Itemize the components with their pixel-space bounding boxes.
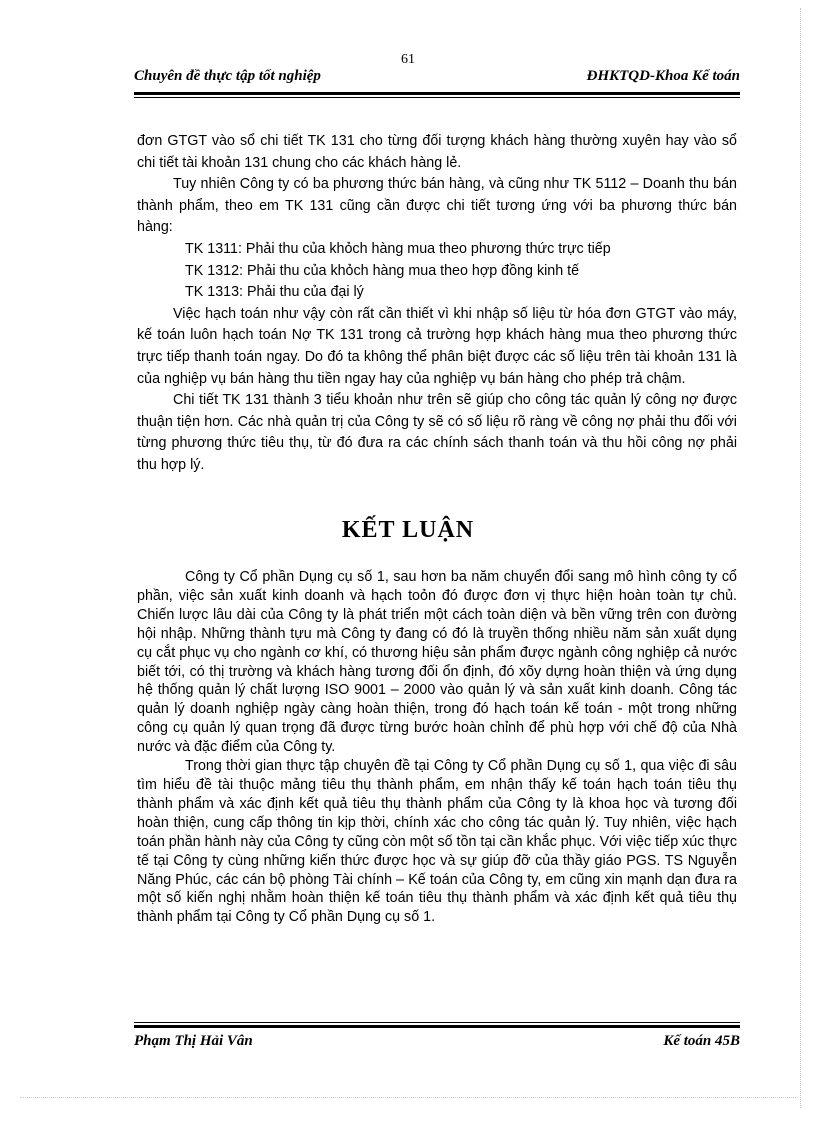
paragraph: đơn GTGT vào sổ chi tiết TK 131 cho từng đối tượng khách hàng thường xuyên hay vào sổ chi tiết tài khoản 131 chung cho các khách hàng lẻ. — [137, 133, 737, 171]
header-title: Chuyên đề thực tập tốt nghiệp — [134, 68, 321, 84]
header-rule-thin — [134, 97, 740, 98]
paragraph: Chi tiết TK 131 thành 3 tiểu khoản như trên sẽ giúp cho công tác quản lý công nợ được thuận tiện hơn. Các nhà quản trị của Công ty sẽ có số liệu rõ ràng về công nợ phải thu đối với từng phương thức tiêu thụ, từ đó đưa ra các chính sách thanh toán và thu hồi công nợ phải thu hợp lý. — [137, 392, 737, 473]
body-text-top — [137, 131, 737, 477]
footer-rule-thin — [134, 1022, 740, 1023]
paragraph: Công ty Cổ phần Dụng cụ số 1, sau hơn ba năm chuyển đổi sang mô hình công ty cổ phần, việc sản xuất kinh doanh và hạch toỏn đó được đơn vị thực hiện hoàn toàn tự chủ. Chiến lược lâu dài của Công ty là phát triển một cách toàn diện và bền vững trên con đường hội nhập. Những thành tựu mà Công ty đang có đó là truyền thống nhiều năm sản xuất dụng cụ cắt phục vụ cho ngành cơ khí, có thương hiệu sản phẩm được ngành công nghiệp cả nước biết tới, có thị trường và khách hàng tương đối ổn định, đó xõy dựng hoàn thiện và ứng dụng hệ thống quản lý chất lượng ISO 9001 – 2000 vào quản lý và sản xuất kinh doanh. Công tác quản lý doanh nghiệp ngày càng hoàn thiện, trong đó hạch toán kế toán - một trong những công cụ quản lý quan trọng đã được từng bước hoàn chỉnh để phù hợp với chế độ của Nhà nước và đặc điểm của Công ty. — [137, 569, 737, 756]
page-footer — [134, 1033, 740, 1055]
paragraph: Trong thời gian thực tập chuyên đề tại Công ty Cổ phần Dụng cụ số 1, qua việc đi sâu tìm hiểu đề tài thuộc mảng tiêu thụ thành phẩm, em nhận thấy kế toán hạch toán tiêu thụ thành phẩm và xác định kết quả tiêu thụ thành phẩm của Công ty là khoa học và tương đối hoàn thiện, cung cấp thông tin kịp thời, chính xác cho công tác quản lý. Tuy nhiên, việc hạch toán phần hành này của Công ty cũng còn một số tồn tại cần khắc phục. Với việc tiếp xúc thực tế tại Công ty cùng những kiến thức được học và sự giúp đỡ của thầy giáo PGS. TS Nguyễn Năng Phúc, các cán bộ phòng Tài chính – Kế toán của Công ty, em cũng xin mạnh dạn đưa ra một số kiến nghị nhằm hoàn thiện kế toán tiêu thụ thành phẩm và xác định kết quả tiêu thụ thành phẩm tại Công ty Cổ phần Dụng cụ số 1. — [137, 758, 737, 926]
account-item-1313: TK 1313: Phải thu của đại lý — [185, 284, 364, 301]
author-name: Phạm Thị Hải Vân — [134, 1033, 253, 1049]
conclusion-heading: KẾT LUẬN — [341, 517, 475, 543]
page-header — [134, 68, 740, 90]
page-border-bottom — [20, 1097, 796, 1098]
page-number: 61 — [401, 52, 415, 67]
header-department: ĐHKTQD-Khoa Kế toán — [586, 68, 740, 84]
paragraph: Tuy nhiên Công ty có ba phương thức bán hàng, và cũng như TK 5112 – Doanh thu bán thành phẩm, theo em TK 131 cũng cần được chi tiết tương ứng với ba phương thức bán hàng: — [137, 176, 737, 236]
conclusion-body — [137, 568, 737, 927]
page-border-right — [800, 8, 801, 1108]
paragraph: Việc hạch toán như vậy còn rất cần thiết vì khi nhập số liệu từ hóa đơn GTGT vào máy, kế toán luôn hạch toán Nợ TK 131 trong cả trường hợp khách hàng mua theo phương thức trực tiếp thanh toán ngay. Do đó ta không thể phân biệt được các số liệu trên tài khoản 131 là của nghiệp vụ bán hàng thu tiền ngay hay của nghiệp vụ bán hàng cho phép trả chậm. — [137, 305, 737, 387]
footer-rule-thick — [134, 1025, 740, 1028]
account-item-1312: TK 1312: Phải thu của khỏch hàng mua theo hợp đồng kinh tế — [185, 262, 580, 279]
author-class: Kế toán 45B — [663, 1033, 740, 1049]
account-item-1311: TK 1311: Phải thu của khỏch hàng mua theo phương thức trực tiếp — [185, 240, 611, 257]
header-rule-thick — [134, 92, 740, 95]
